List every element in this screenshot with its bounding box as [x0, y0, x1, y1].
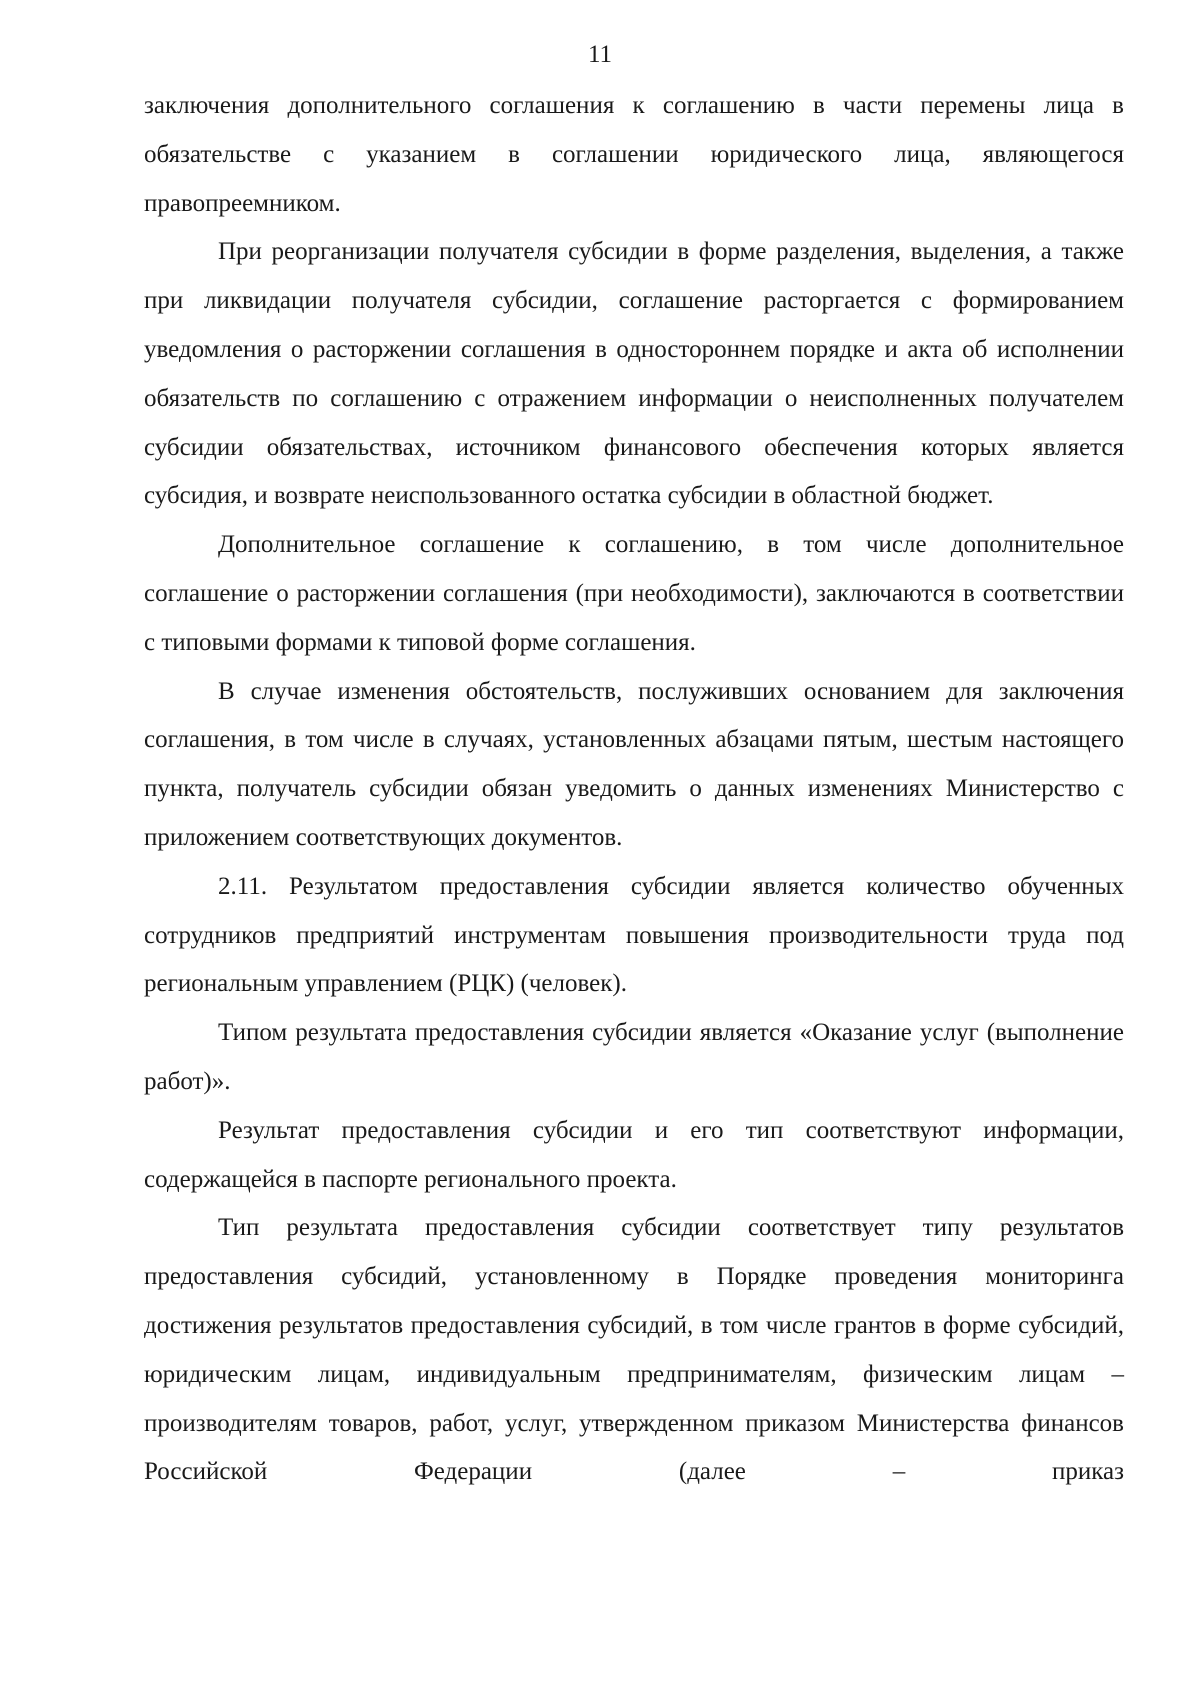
paragraph-monitoring-order: Тип результата предоставления субсидии соответствует типу результатов предоставления субсидий, установленному в Порядке проведения мониторинга достижения результатов предоставления субсидий, в том числе грантов в форме субсидий, юридическим лицам, индивидуальным предпринимателям, физическим лицам – производителям товаров, работ, услуг, утвержденном приказом Министерства финансов Российской Федерации (далее – приказ [144, 1214, 1124, 1486]
page-number: 11 [587, 41, 613, 68]
paragraph-continuation: заключения дополнительного соглашения к соглашению в части перемены лица в обязательстве с указанием в соглашении юридического лица, являющегося правопреемником. [144, 92, 1124, 217]
paragraph-result-passport: Результат предоставления субсидии и его тип соответствуют информации, содержащейся в паспорте регионального проекта. [144, 1116, 1124, 1193]
document-body [144, 82, 1124, 1497]
paragraph-2-11-result: 2.11. Результатом предоставления субсидии является количество обученных сотрудников предприятий инструментам повышения производительности труда под региональным управлением (РЦК) (человек). [144, 872, 1124, 998]
paragraph-result-type: Типом результата предоставления субсидии является «Оказание услуг (выполнение работ)». [144, 1019, 1124, 1095]
paragraph-additional-agreement: Дополнительное соглашение к соглашению, в том числе дополнительное соглашение о расторжении соглашения (при необходимости), заключаются в соответствии с типовыми формами к типовой форме соглашения. [144, 531, 1124, 656]
paragraph-change-notification: В случае изменения обстоятельств, послуживших основанием для заключения соглашения, в том числе в случаях, установленных абзацами пятым, шестым настоящего пункта, получатель субсидии обязан уведомить о данных изменениях Министерство с приложением соответствующих документов. [144, 677, 1124, 851]
paragraph-reorganization: При реорганизации получателя субсидии в форме разделения, выделения, а также при ликвидации получателя субсидии, соглашение расторгается с формированием уведомления о расторжении соглашения в одностороннем порядке и акта об исполнении обязательств по соглашению с отражением информации о неисполненных получателем субсидии обязательствах, источником финансового обеспечения которых является субсидия, и возврате неиспользованного остатка субсидии в областной бюджет. [144, 238, 1124, 510]
